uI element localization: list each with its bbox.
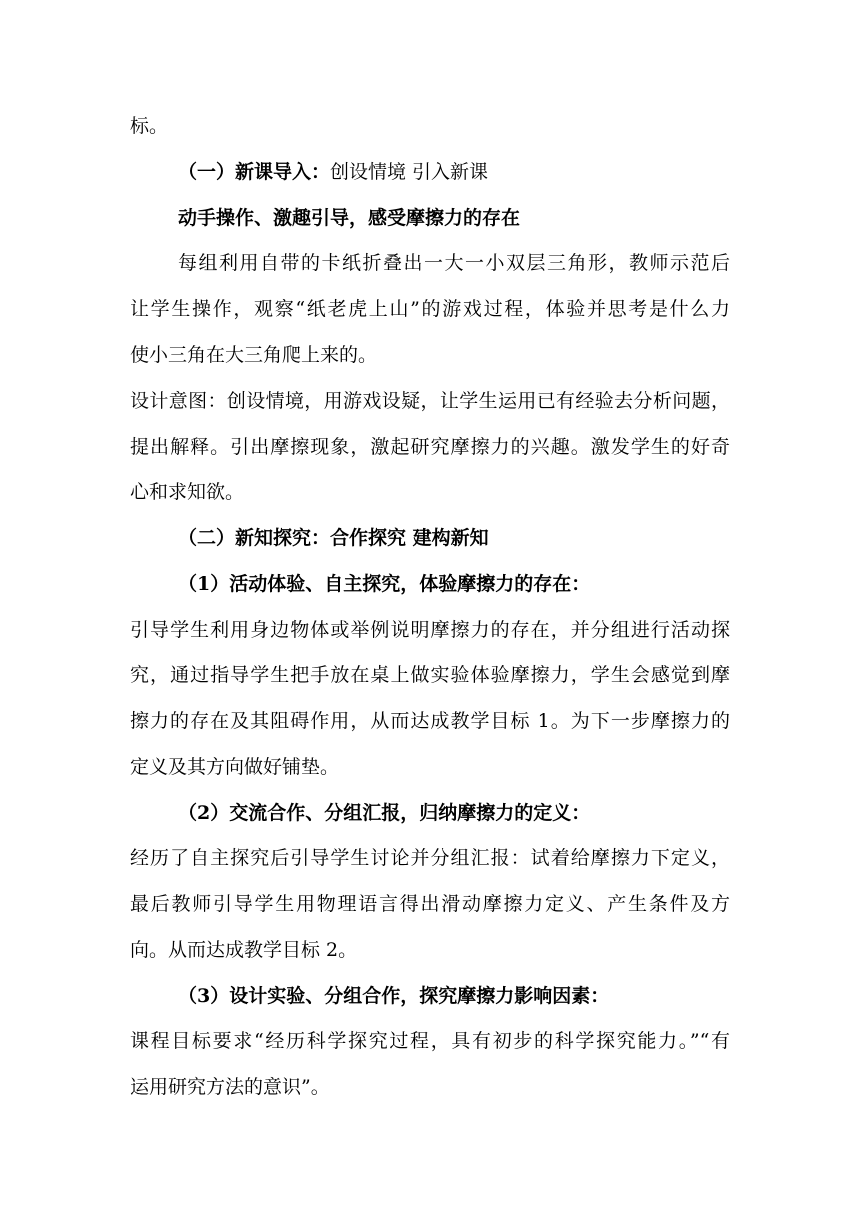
paragraph-line: 向。从而达成教学目标 2。	[130, 939, 358, 961]
subheading-1: 动手操作、激趣引导，感受摩擦力的存在	[178, 207, 521, 229]
subheading-3: （2）交流合作、分组汇报，归纳摩擦力的定义：	[178, 802, 591, 824]
paragraph-line: 标。	[130, 115, 169, 137]
paragraph-line: 课程目标要求“经历科学探究过程，具有初步的科学探究能力。”“有	[130, 1030, 730, 1052]
paragraph-line: 设计意图：创设情境，用游戏设疑，让学生运用已有经验去分析问题，	[130, 390, 730, 412]
paragraph-line: 使小三角在大三角爬上来的。	[130, 344, 378, 366]
paragraph-line: 定义及其方向做好铺垫。	[130, 756, 340, 778]
section-heading-2: （二）新知探究：合作探究 建构新知	[178, 527, 489, 549]
paragraph-line: 擦力的存在及其阻碍作用，从而达成教学目标 1。为下一步摩擦力的	[130, 710, 730, 732]
section-heading-1-normal: 创设情境 引入新课	[330, 161, 489, 183]
paragraph-line: 究，通过指导学生把手放在桌上做实验体验摩擦力，学生会感觉到摩	[130, 664, 730, 686]
section-heading-1-bold: （一）新课导入：	[178, 161, 331, 183]
paragraph-line: 每组利用自带的卡纸折叠出一大一小双层三角形，教师示范后	[178, 252, 730, 274]
paragraph-line: 最后教师引导学生用物理语言得出滑动摩擦力定义、产生条件及方	[130, 893, 730, 915]
paragraph-line: 运用研究方法的意识”。	[130, 1076, 330, 1098]
paragraph-line: 心和求知欲。	[130, 481, 245, 503]
paragraph-line: 提出解释。引出摩擦现象，激起研究摩擦力的兴趣。激发学生的好奇	[130, 436, 730, 458]
subheading-2: （1）活动体验、自主探究，体验摩擦力的存在：	[178, 573, 591, 595]
paragraph-line: 引导学生利用身边物体或举例说明摩擦力的存在，并分组进行活动探	[130, 619, 730, 641]
section-heading-1	[178, 160, 730, 186]
paragraph-line: 让学生操作，观察“纸老虎上山”的游戏过程，体验并思考是什么力	[130, 298, 730, 320]
paragraph-line: 经历了自主探究后引导学生讨论并分组汇报：试着给摩擦力下定义，	[130, 847, 730, 869]
subheading-4: （3）设计实验、分组合作，探究摩擦力影响因素：	[178, 985, 610, 1007]
